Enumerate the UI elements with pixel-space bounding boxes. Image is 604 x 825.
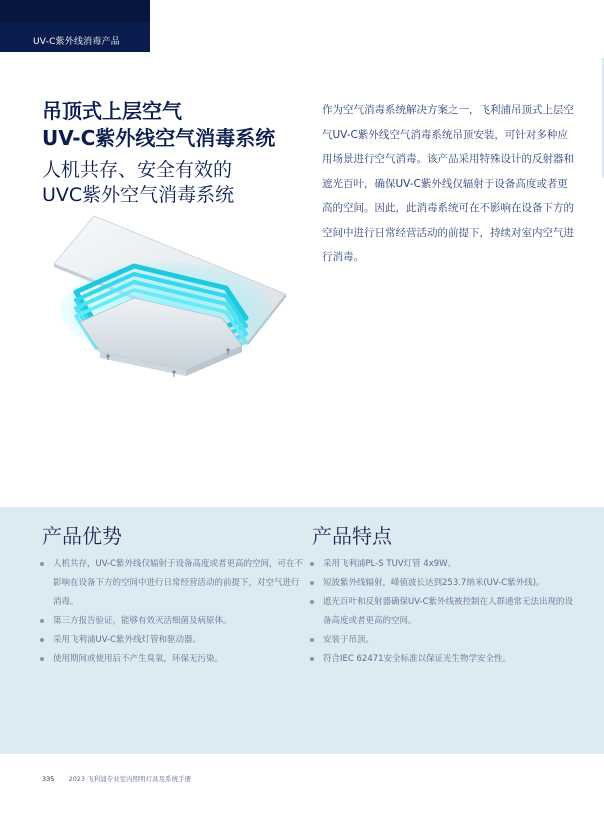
header-strip	[0, 0, 150, 22]
list-item: 符合IEC 62471安全标准以保证光生物学安全性。	[310, 650, 574, 669]
product-subtitle	[42, 158, 234, 208]
catalog-title: 2023 飞利浦专业室内照明灯具及系统手册	[68, 775, 192, 783]
uvc-ceiling-device-image	[46, 210, 296, 390]
section-label: UV-C紫外线消毒产品	[33, 37, 120, 47]
list-item: 采用飞利浦UV-C紫外线灯管和驱动器。	[40, 631, 305, 650]
list-item: 使用期间或使用后不产生臭氧，环保无污染。	[40, 650, 305, 669]
subtitle-line-1: 人机共存、安全有效的	[42, 159, 233, 181]
intro-paragraph: 作为空气消毒系统解决方案之一，飞利浦吊顶式上层空气UV-C紫外线空气消毒系统吊顶安装，可针对多种应用场景进行空气消毒。该产品采用特殊设计的反射器和遮光百叶，确保UV-C紫外线仅辐射于设备高度或者更高的空间。因此，此消毒系统可在不影响在设备下方的空间中进行日常经营活动的前提下，持续对室内空气进行消毒。	[322, 104, 574, 263]
subtitle-line-2: UVC紫外空气消毒系统	[42, 184, 235, 206]
title-line-2: UV-C紫外线空气消毒系统	[42, 126, 276, 150]
features-list	[310, 555, 574, 669]
features-heading: 产品特点	[312, 524, 392, 548]
list-item: 遮光百叶和反射器确保UV-C紫外线被控制在人群通常无法出现的设备高度或者更高的空间。	[310, 593, 574, 631]
section-header-bar	[0, 0, 150, 52]
list-item: 人机共存，UV-C紫外线仅辐射于设备高度或者更高的空间，可在不影响在设备下方的空间中进行日常经营活动的前提下，对空气进行消毒。	[40, 555, 305, 612]
title-line-1: 吊顶式上层空气	[42, 99, 182, 123]
advantages-heading: 产品优势	[42, 524, 122, 548]
page-footer	[42, 774, 191, 783]
product-title	[42, 98, 275, 152]
list-item: 第三方报告验证，能够有效灭活细菌及病原体。	[40, 612, 305, 631]
page-number: 335	[42, 775, 55, 783]
list-item: 短波紫外线辐射，峰值波长达到253.7纳米(UV-C紫外线)。	[310, 574, 574, 593]
advantages-list	[40, 555, 305, 669]
list-item: 安装于吊顶。	[310, 631, 574, 650]
list-item: 采用飞利浦PL-S TUV灯管 4x9W。	[310, 555, 574, 574]
